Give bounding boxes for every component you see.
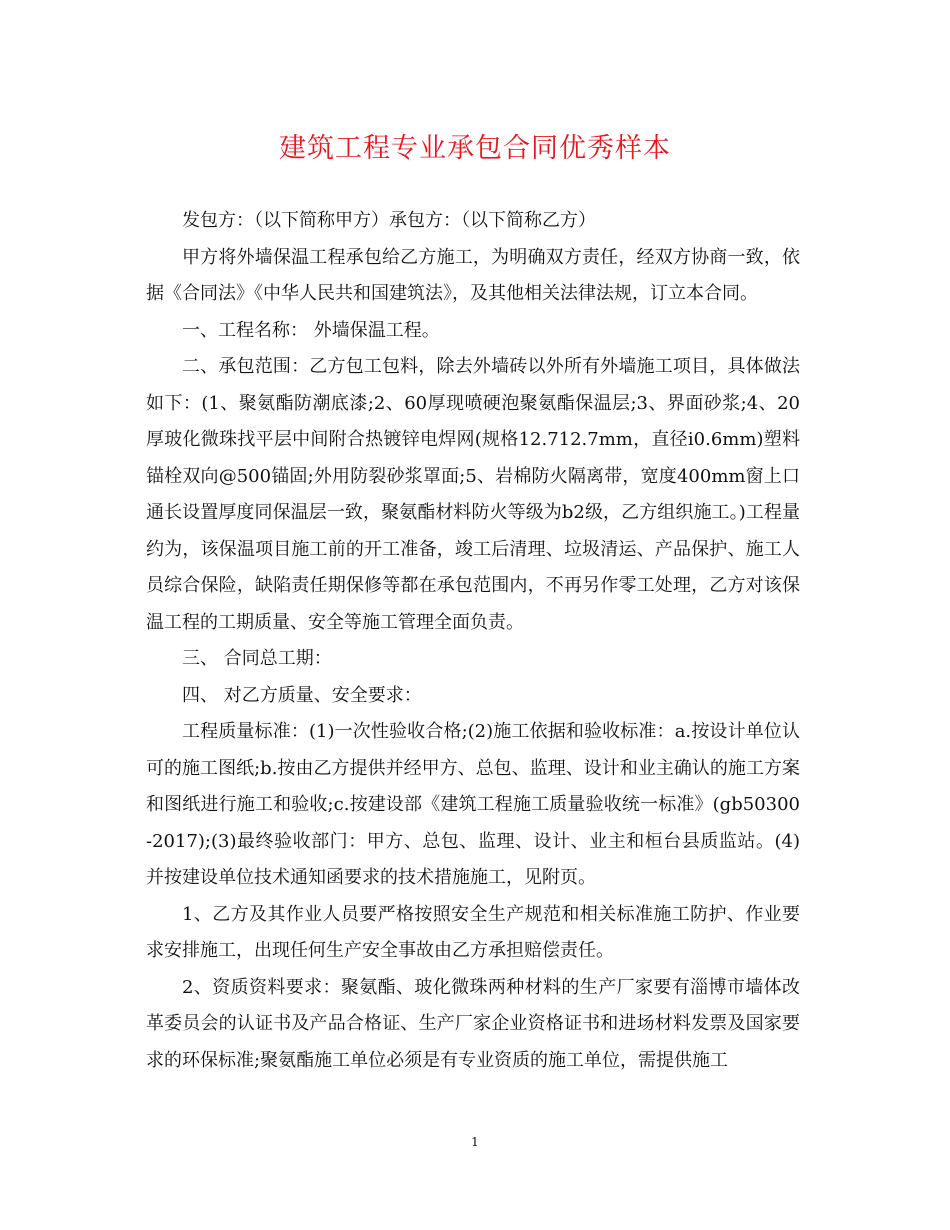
paragraph-parties: 发包方：（以下简称甲方）承包方：（以下简称乙方） bbox=[182, 210, 596, 231]
page-number: 1 bbox=[471, 1135, 479, 1149]
paragraph-safety-requirement: 1、乙方及其作业人员要严格按照安全生产规范和相关标准施工防护、作业要求安排施工，出现任何生产安全事故由乙方承担赔偿责任。 bbox=[146, 903, 800, 961]
document-title: 建筑工程专业承包合同优秀样本 bbox=[279, 133, 671, 164]
paragraph-scope: 二、承包范围：乙方包工包料，除去外墙砖以外所有外墙施工项目，具体做法如下：(1、聚氨酯防潮底漆;2、60厚现喷硬泡聚氨酯保温层;3、界面砂浆;4、20厚玻化微珠找平层中间附合热镀锌电焊网(规格12.712.7mm，直径i0.6mm)塑料锚栓双向@500锚固;外用防裂砂浆罩面;5、岩棉防火隔离带，宽度400mm窗上口通长设置厚度同保温层一致，聚氨酯材料防火等级为b2级，乙方组织施工。)工程量约为，该保温项目施工前的开工准备，竣工后清理、垃圾清运、产品保护、施工人员综合保险，缺陷责任期保修等都在承包范围内，不再另作零工处理，乙方对该保温工程的工期质量、安全等施工管理全面负责。 bbox=[146, 356, 800, 633]
paragraph-quality-safety-heading: 四、 对乙方质量、安全要求： bbox=[182, 684, 422, 706]
paragraph-duration: 三、 合同总工期： bbox=[182, 648, 332, 669]
document-body bbox=[146, 203, 800, 1079]
paragraph-preamble: 甲方将外墙保温工程承包给乙方施工，为明确双方责任，经双方协商一致，依据《合同法》《中华人民共和国建筑法》，及其他相关法律法规，订立本合同。 bbox=[146, 246, 800, 304]
paragraph-qualification-requirement: 2、资质资料要求：聚氨酯、玻化微珠两种材料的生产厂家要有淄博市墙体改革委员会的认证书及产品合格证、生产厂家企业资格证书和进场材料发票及国家要求的环保标准;聚氨酯施工单位必须是有专业资质的施工单位，需提供施工 bbox=[146, 976, 800, 1071]
paragraph-project-name: 一、工程名称： 外墙保温工程。 bbox=[182, 319, 440, 341]
paragraph-quality-standard: 工程质量标准：(1)一次性验收合格;(2)施工依据和验收标准：a.按设计单位认可的施工图纸;b.按由乙方提供并经甲方、总包、监理、设计和业主确认的施工方案和图纸进行施工和验收;c.按建设部《建筑工程施工质量验收统一标准》(gb50300-2017);(3)最终验收部门：甲方、总包、监理、设计、业主和桓台县质监站。(4)并按建设单位技术通知函要求的技术措施施工，见附页。 bbox=[146, 721, 800, 888]
